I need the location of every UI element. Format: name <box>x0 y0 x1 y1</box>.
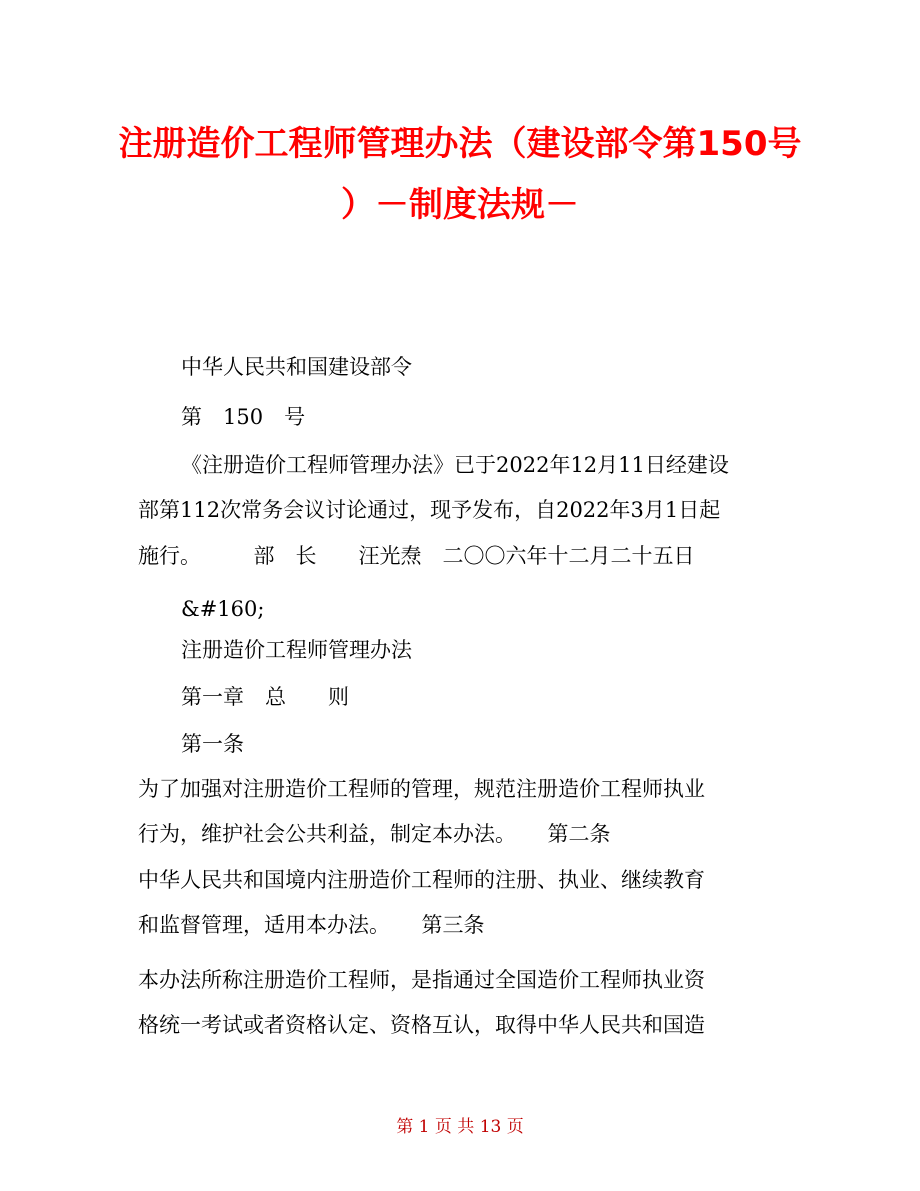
document-title-line-1: 注册造价工程师管理办法（建设部令第150号 <box>118 124 802 164</box>
body-line: 施行。 部 长 汪光焘 二〇〇六年十二月二十五日 <box>138 544 695 568</box>
body-line: 格统一考试或者资格认定、资格互认，取得中华人民共和国造 <box>138 1013 705 1037</box>
body-line: 本办法所称注册造价工程师，是指通过全国造价工程师执业资 <box>138 968 705 992</box>
body-line: 部第112次常务会议讨论通过，现予发布，自2022年3月1日起 <box>138 498 721 522</box>
body-line: 和监督管理，适用本办法。 第三条 <box>138 913 485 937</box>
order-number-line: 第 150 号 <box>181 405 306 429</box>
body-line: 《注册造价工程师管理办法》已于2022年12月11日经建设 <box>181 453 729 477</box>
issuer-line: 中华人民共和国建设部令 <box>181 355 412 379</box>
section-title: 注册造价工程师管理办法 <box>181 638 412 662</box>
body-line: 为了加强对注册造价工程师的管理，规范注册造价工程师执业 <box>138 777 705 801</box>
article-heading: 第一条 <box>181 732 244 756</box>
chapter-heading: 第一章 总 则 <box>181 685 349 709</box>
page-footer: 第 1 页 共 13 页 <box>396 1117 524 1137</box>
body-line: 中华人民共和国境内注册造价工程师的注册、执业、继续教育 <box>138 868 705 892</box>
nbsp-line: &#160; <box>181 597 265 621</box>
body-line: 行为，维护社会公共利益，制定本办法。 第二条 <box>138 822 611 846</box>
document-title-line-2: ）－制度法规－ <box>341 185 579 225</box>
